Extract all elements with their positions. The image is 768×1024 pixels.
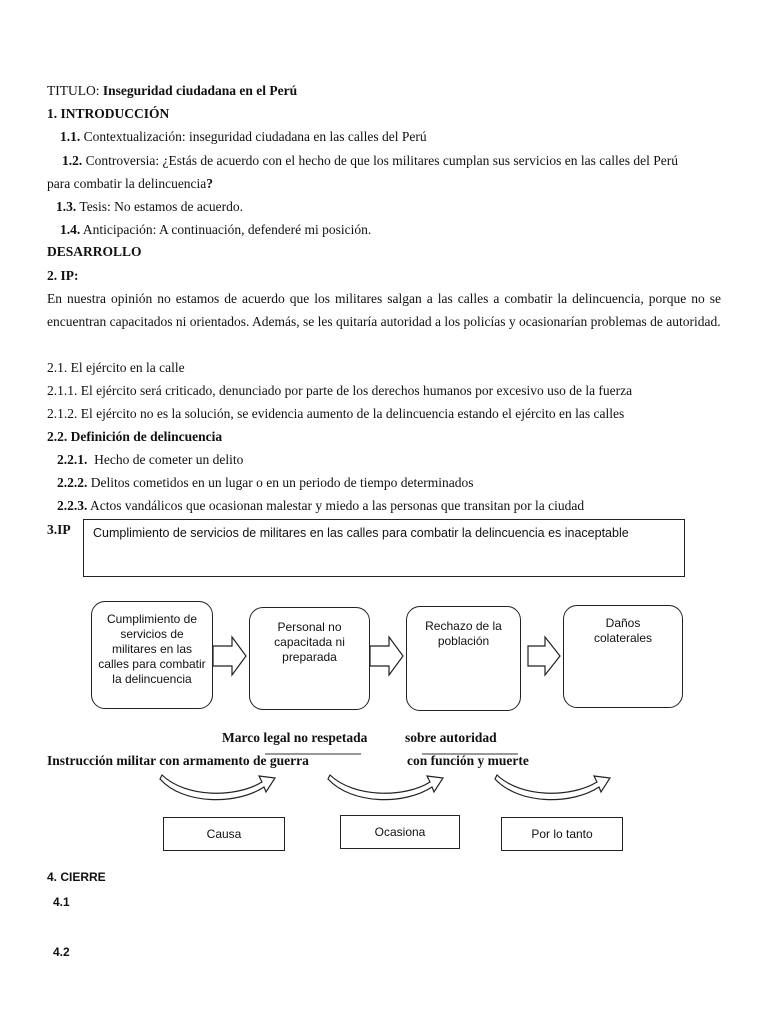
opinion-paragraph: En nuestra opinión no estamos de acuerdo que los militares salgan a las calles a combatir la delincuencia, porque no se encuentran capacitados ni orientados. Además, se les quitaría autoridad a los policías y ocasionarían problemas de autoridad. [47, 291, 721, 329]
curved-arrow-icon [328, 775, 443, 800]
title-text: Inseguridad ciudadana en el Perú [102, 83, 298, 98]
cierre-item-4-1: 4.1 [53, 895, 70, 909]
section-2-1-2: 2.1.2. El ejército no es la solución, se evidencia aumento de la delincuencia estando el ejército en las calles [47, 406, 625, 421]
note-con-funcion: con función y muerte [407, 753, 529, 768]
note-sobre-autoridad: sobre autoridad [405, 730, 497, 745]
flow-box-4-text: Daños colaterales [593, 616, 653, 645]
section-2-2: 2.2. Definición de delincuencia [47, 429, 223, 444]
flow-box-1-text: Cumplimiento de servicios de militares en las calles para combatir la delincuencia [98, 612, 206, 686]
flow-box-2-text: Personal no capacitada ni preparada [274, 620, 345, 664]
item-text: Delitos cometidos en un lugar o en un periodo de tiempo determinados [90, 475, 474, 490]
curved-arrow-icon [495, 775, 610, 800]
connector-causa [163, 817, 285, 851]
connector-ocasiona [340, 815, 460, 849]
item-text-cont: para combatir la delincuencia [47, 176, 207, 191]
item-number: 1.4. [60, 222, 81, 237]
desarrollo-heading: DESARROLLO [47, 244, 142, 259]
connector-por-lo-tanto [501, 817, 623, 851]
item-text: Contextualización: inseguridad ciudadana en las calles del Perú [83, 129, 427, 144]
title-label: TITULO: [47, 83, 100, 98]
cierre-item-4-2: 4.2 [53, 945, 70, 959]
connector-label: Ocasiona [374, 825, 426, 839]
question-mark: ? [206, 176, 214, 191]
cierre-heading: 4. CIERRE [47, 870, 106, 884]
item-number: 1.3. [56, 199, 77, 214]
intro-heading: 1. INTRODUCCIÓN [47, 106, 170, 121]
item-number: 2.2.3. [57, 498, 88, 513]
item-number: 2.2.1. [57, 452, 88, 467]
flow-box-3-text: Rechazo de la población [425, 619, 502, 648]
connector-label: Por lo tanto [531, 827, 593, 841]
ip3-statement: Cumplimiento de servicios de militares en las calles para combatir la delincuencia es inaceptable [93, 526, 629, 540]
item-text: Hecho de cometer un delito [94, 452, 244, 467]
item-text: Anticipación: A continuación, defenderé mi posición. [82, 222, 372, 237]
ip3-label: 3.IP [47, 522, 71, 537]
note-marco-legal: Marco legal no respetada [222, 730, 368, 745]
connector-label: Causa [206, 827, 242, 841]
item-text: Tesis: No estamos de acuerdo. [79, 199, 244, 214]
item-text: Actos vandálicos que ocasionan malestar y miedo a las personas que transitan por la ciudad [90, 498, 585, 513]
block-arrow-icon [213, 637, 246, 675]
item-number: 1.2. [62, 153, 83, 168]
block-arrow-icon [528, 637, 560, 675]
item-number: 1.1. [60, 129, 81, 144]
item-text: Controversia: ¿Estás de acuerdo con el hecho de que los militares cumplan sus servicios en las calles del Perú [85, 153, 678, 168]
ip-heading: 2. IP: [47, 268, 79, 283]
block-arrow-icon [370, 637, 403, 675]
curved-arrow-icon [160, 775, 275, 800]
item-number: 2.2.2. [57, 475, 88, 490]
section-2-1: 2.1. El ejército en la calle [47, 360, 185, 375]
section-2-1-1: 2.1.1. El ejército será criticado, denunciado por parte de los derechos humanos por excesivo uso de la fuerza [47, 383, 633, 398]
note-instruccion: Instrucción militar con armamento de guerra [47, 753, 309, 768]
